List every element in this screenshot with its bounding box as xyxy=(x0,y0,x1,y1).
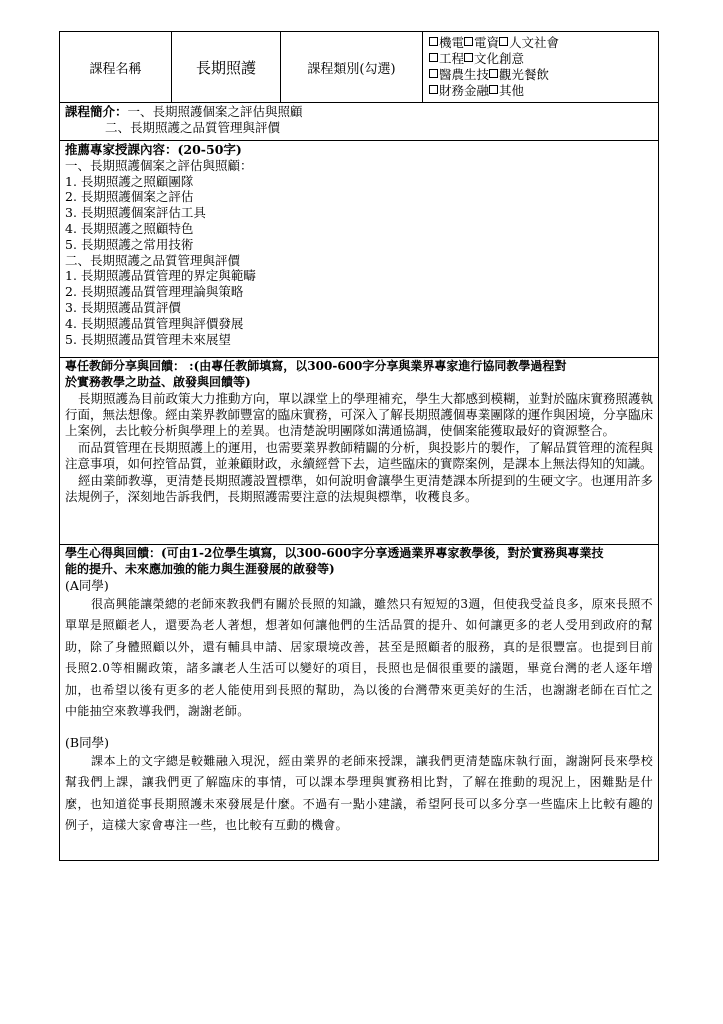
student-b-text: 課本上的文字總是較難融入現況，經由業界的老師來授課，讓我們更清楚臨床執行面，謝謝阿長來學校幫我們上課，讓我們更了解臨床的事情，可以課本學理與實務相比對，了解在推動的現況上，困難點是什麼，也知道從事長期照護未來發展是什麼。不過有一點小建議，希望阿長可以多分享一些臨床上比較有趣的例子，這樣大家會專注一些，也比較有互動的機會。 xyxy=(65,753,653,833)
student-b-label: (B同學) xyxy=(65,734,109,750)
course-type-options xyxy=(423,32,658,102)
teacher-feedback-title-2: 於實務教學之助益、啟發與回饋等) xyxy=(65,374,251,389)
student-feedback-title-1: 學生心得與回饋：(可由1-2位學生填寫，以300-600字分享透過業界專家教學後，對於實務與專業技 xyxy=(65,546,604,560)
checkbox-icon[interactable] xyxy=(429,69,438,78)
checkbox-icon[interactable] xyxy=(429,53,438,62)
category-line-4: 財務金融 其他 xyxy=(429,83,524,99)
checkbox-icon[interactable] xyxy=(429,37,438,46)
student-a-label: (A同學) xyxy=(65,577,109,593)
header-row xyxy=(60,32,658,103)
course-type-label: 課程類別(勾選) xyxy=(281,32,423,102)
category-line-3: 醫農生技 觀光餐飲 xyxy=(429,67,549,83)
course-name-label: 課程名稱 xyxy=(60,32,172,102)
expert-content-title: 推薦專家授課內容：(20-50字) xyxy=(65,142,242,157)
checkbox-icon[interactable] xyxy=(464,53,473,62)
teacher-paragraph: 經由業師教導，更清楚長期照護設置標準，如何說明會讓學生更清楚課本所提到的生硬文字。也運用許多法規例子，深刻地告訴我們，長期照護需要注意的法規與標準，收穫良多。 xyxy=(65,472,654,505)
checkbox-icon[interactable] xyxy=(489,69,498,78)
expert-content-section xyxy=(60,141,658,358)
checkbox-icon[interactable] xyxy=(489,85,498,94)
checkbox-icon[interactable] xyxy=(499,37,508,46)
expert-line: 5. 長期照護品質管理未來展望 xyxy=(65,331,231,347)
student-feedback-title-2: 能的提升、未來應加強的能力與生涯發展的啟發等) xyxy=(65,561,335,576)
expert-line: 4. 長期照護品質管理與評價發展 xyxy=(65,315,244,331)
teacher-paragraph: 長期照護為目前政策大力推動方向，單以課堂上的學理補充，學生大都感到模糊，並對於臨床實務照護執行面，無法想像。經由業界教師豐富的臨床實務，可深入了解長期照護個專業團隊的運作與困境，分享臨床上案例，去比較分析與學理上的差異。也清楚說明團隊如溝通協調，使個案能獲取最好的資源整合。 xyxy=(65,390,654,439)
course-intro-label: 課程簡介： xyxy=(65,104,128,119)
expert-line: 2. 長期照護品質管理理論與策略 xyxy=(65,284,244,300)
student-a-text: 很高興能讓榮總的老師來教我們有關於長照的知識，雖然只有短短的3週，但使我受益良多，原來長照不單單是照顧老人，還要為老人著想，想著如何讓他們的生活品質的提升、如何讓更多的老人受用到政府的幫助，除了身體照顧以外，還有輔具申請、居家環境改善，甚至是照顧者的服務，真的是很豐富。也提到目前長照2.0等相關政策，諸多讓老人生活可以變好的項目，長照也是個很重要的議題，畢竟台灣的老人逐年增加，也希望以後有更多的老人能使用到長照的幫助，為以後的台灣帶來更美好的生活，也謝謝老師在百忙之中能抽空來教導我們，謝謝老師。 xyxy=(65,596,653,719)
course-intro-line-2: 二、長期照護之品質管理與評價 xyxy=(105,119,281,135)
expert-line: 4. 長期照護之照顧特色 xyxy=(65,220,194,236)
expert-line: 2. 長期照護個案之評估 xyxy=(65,189,194,205)
course-intro-line-1: 一、長期照護個案之評估與照顧 xyxy=(127,104,303,119)
expert-line: 二、長期照護之品質管理與評價 xyxy=(65,252,241,268)
category-line-2: 工程 文化創意 xyxy=(429,51,524,67)
teacher-feedback-title-1: 專任教師分享與回饋： :(由專任教師填寫，以300-600字分享與業界專家進行協同教學過程對 xyxy=(65,359,567,373)
expert-line: 3. 長期照護品質評價 xyxy=(65,299,181,315)
expert-line: 3. 長期照護個案評估工具 xyxy=(65,205,206,221)
course-name-value: 長期照護 xyxy=(172,32,281,102)
expert-line: 一、長期照護個案之評估與照顧： xyxy=(65,157,253,173)
teacher-paragraph: 而品質管理在長期照護上的運用，也需要業界教師精闢的分析，與投影片的製作，了解品質管理的流程與注意事項，如何控管品質，並兼顧財政，永續經營下去，這些臨床的實際案例，是課本上無法得知的知識。 xyxy=(65,439,654,472)
student-feedback-section xyxy=(60,545,658,860)
expert-line: 1. 長期照護品質管理的界定與範疇 xyxy=(65,268,256,284)
category-line-1: 機電 電資 人文社會 xyxy=(429,35,559,51)
checkbox-icon[interactable] xyxy=(429,85,438,94)
expert-line: 1. 長期照護之照顧團隊 xyxy=(65,173,194,189)
course-intro-section xyxy=(60,103,658,141)
course-form-table xyxy=(59,31,659,861)
expert-line: 5. 長期照護之常用技術 xyxy=(65,236,194,252)
teacher-feedback-section xyxy=(60,358,658,545)
checkbox-icon[interactable] xyxy=(464,37,473,46)
